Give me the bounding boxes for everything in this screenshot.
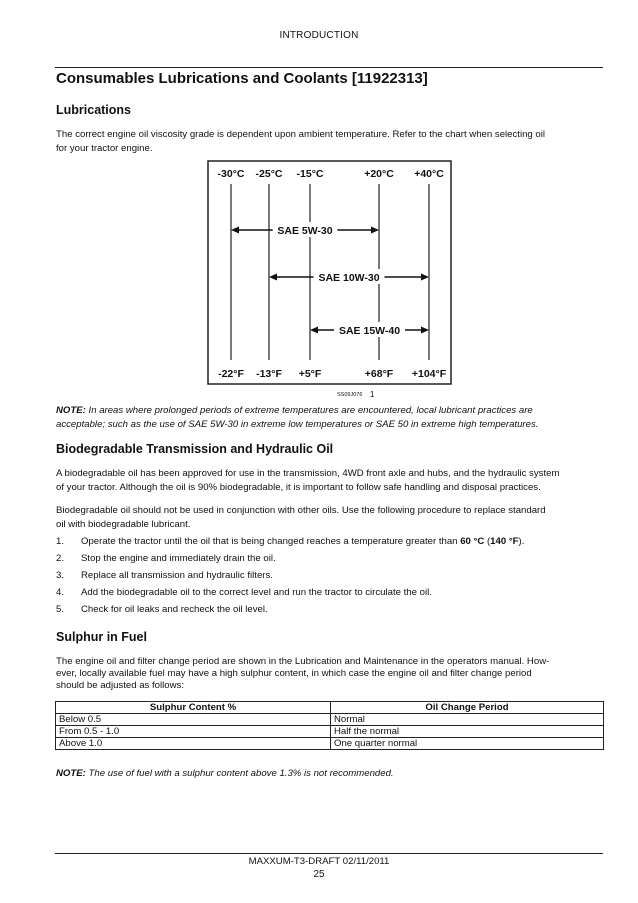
biodegradable-p2-line-2: oil with biodegradable lubricant. — [56, 519, 191, 530]
range-label: SAE 5W-30 — [277, 225, 333, 237]
table-cell: One quarter normal — [331, 738, 604, 750]
header-rule — [55, 67, 603, 68]
footer-document-id: MAXXUM-T3-DRAFT 02/11/2011 — [248, 856, 390, 867]
table-cell: Normal — [331, 714, 604, 726]
sulphur-line-2: ever, locally available fuel may have a high sulphur content, in which case the engine oil and filter change period — [56, 668, 532, 679]
table-cell: Below 0.5 — [56, 714, 331, 726]
biodegradable-p1-line-2: of your tractor. Although the oil is 90% biodegradable, it is important to follow safe handling and disposal practices. — [56, 482, 541, 493]
fahrenheit-tick-label: -13°F — [256, 368, 282, 380]
range-label: SAE 15W-40 — [338, 325, 401, 337]
column-header-sulphur: Sulphur Content % — [56, 702, 331, 714]
table-row — [56, 738, 604, 750]
table-cell: Half the normal — [331, 726, 604, 738]
figure-number: 1 — [370, 390, 375, 399]
note-line-2: acceptable; such as the use of SAE 5W-30 in extreme low temperatures or SAE 50 in extreme high temperatures. — [56, 419, 539, 430]
lubrications-paragraph — [56, 128, 604, 156]
column-header-oil-change: Oil Change Period — [331, 702, 604, 714]
footer-rule — [55, 853, 603, 854]
fahrenheit-tick-label: +68°F — [364, 368, 394, 380]
biodegradable-p2-line-1: Biodegradable oil should not be used in conjunction with other oils. Use the following procedure to replace standard — [56, 505, 546, 516]
temperature-celsius: 60 °C — [460, 536, 485, 547]
biodegradable-paragraph-1 — [56, 467, 604, 495]
celsius-tick-label: +20°C — [364, 168, 394, 180]
table-header-row — [56, 702, 604, 714]
table-row — [56, 726, 604, 738]
fahrenheit-tick-label: +5°F — [298, 368, 322, 380]
celsius-tick-label: -15°C — [296, 168, 324, 180]
celsius-tick-label: +40°C — [414, 168, 444, 180]
table-cell: From 0.5 - 1.0 — [56, 726, 331, 738]
sulphur-heading: Sulphur in Fuel — [56, 630, 147, 644]
note-label: NOTE: — [56, 768, 86, 779]
sulphur-paragraph — [56, 656, 604, 692]
temperature-fahrenheit: 140 °F — [490, 536, 519, 547]
table-cell: Above 1.0 — [56, 738, 331, 750]
oil-viscosity-chart — [207, 160, 452, 385]
lubrications-heading: Lubrications — [56, 103, 132, 117]
figure-code: SS09J076 — [337, 392, 363, 398]
sulphur-line-3: should be adjusted as follows: — [56, 680, 184, 691]
note-text: The use of fuel with a sulphur content above 1.3% is not recommended. — [85, 768, 394, 779]
biodegradable-heading: Biodegradable Transmission and Hydraulic Oil — [56, 442, 334, 456]
celsius-tick-label: -30°C — [217, 168, 245, 180]
lubrications-line-2: for your tractor engine. — [56, 143, 153, 154]
fahrenheit-tick-label: -22°F — [218, 368, 244, 380]
page-number: 25 — [313, 869, 325, 880]
biodegradable-p1-line-1: A biodegradable oil has been approved for use in the transmission, 4WD front axle and hubs, and the hydraulic system — [56, 468, 560, 479]
sulphur-line-1: The engine oil and filter change period are shown in the Lubrication and Maintenance in the operators manual. How- — [56, 656, 550, 667]
running-header: INTRODUCTION — [279, 30, 359, 41]
procedure-steps: 1. Operate the tractor until the oil that is being changed reaches a temperature greater than 60 °C (140 °F). 2. Stop the engine and immediately drain the oil. 3. Replace all transmission and hydraulic filters. 4. Add the biodegradable oil to the correct level and run the tractor to circulate the oil. 5. Check for oil leaks and recheck the oil level. — [56, 536, 525, 615]
note-label: NOTE: — [56, 405, 86, 416]
biodegradable-paragraph-2 — [56, 504, 604, 532]
lubrications-line-1: The correct engine oil viscosity grade is dependent upon ambient temperature. Refer to the chart when selecting oil — [56, 129, 546, 140]
note-sulphur-limit — [56, 767, 604, 781]
table-row — [56, 714, 604, 726]
sulphur-table — [55, 701, 604, 750]
range-label: SAE 10W-30 — [318, 272, 380, 284]
note-line-1: In areas where prolonged periods of extreme temperatures are encountered, local lubricant practices are — [85, 405, 533, 416]
fahrenheit-tick-label: +104°F — [411, 368, 447, 380]
note-extreme-temperatures — [56, 404, 604, 432]
celsius-tick-label: -25°C — [255, 168, 283, 180]
page-title: Consumables Lubrications and Coolants [11922313] — [56, 70, 428, 87]
